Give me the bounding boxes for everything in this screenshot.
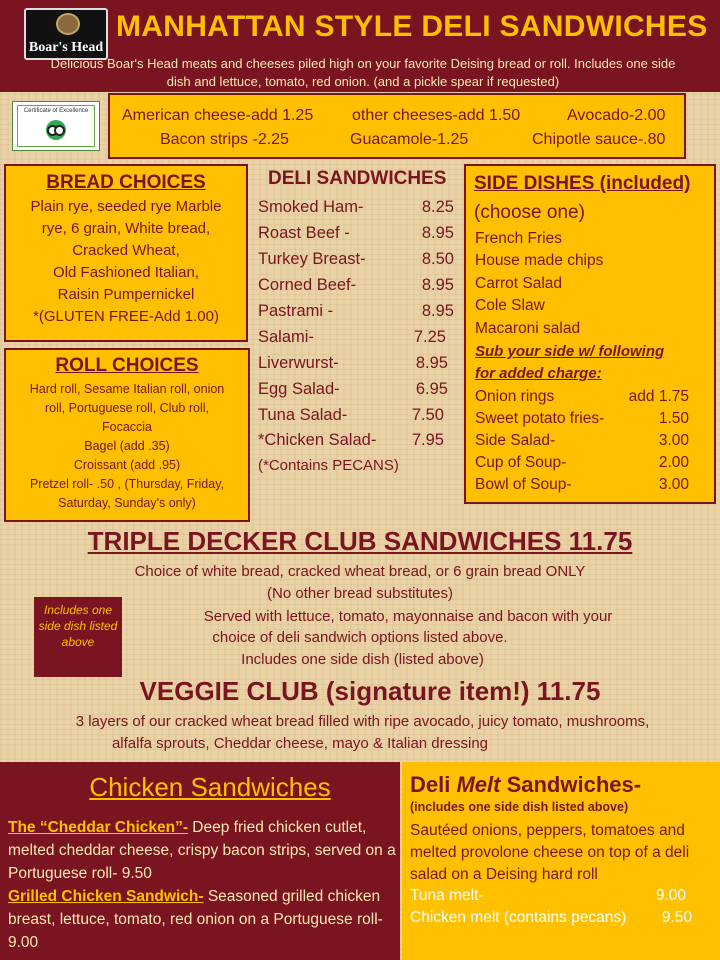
- chicken-item-desc: Deep fried chicken cutlet, melted cheddar cheese, crispy bacon strips, served on a Portuguese roll- 9.50: [8, 819, 396, 882]
- deli-item: [258, 380, 456, 399]
- melt-heading-part: Deli: [410, 772, 457, 797]
- chicken-item-name: The “Cheddar Chicken”-: [8, 819, 188, 836]
- melt-description: Sautéed onions, peppers, tomatoes and melted provolone cheese on top of a deli salad on a Deising hard roll: [410, 822, 690, 883]
- chicken-sandwiches-panel: [0, 762, 400, 960]
- side-choose-note: (choose one): [474, 202, 585, 223]
- page-title: MANHATTAN STYLE DELI SANDWICHES: [116, 10, 708, 43]
- triple-decker-text: (No other bread substitutes): [267, 585, 453, 602]
- side-item: Macaroni salad: [475, 320, 581, 337]
- roll-line: Focaccia: [101, 420, 153, 434]
- deli-sandwiches-section: [256, 165, 460, 485]
- bread-line: Old Fashioned Italian,: [53, 264, 199, 281]
- header-description-line: dish and lettuce, tomato, red onion. (and a pickle spear if requested): [166, 74, 560, 89]
- deli-item-name: Smoked Ham-: [258, 198, 364, 216]
- triple-decker-title: TRIPLE DECKER CLUB SANDWICHES 11.75: [87, 526, 633, 556]
- side-item: Carrot Salad: [475, 275, 563, 292]
- roll-line: roll, Portuguese roll, Club roll,: [45, 401, 209, 415]
- deli-item: [258, 198, 456, 217]
- roll-choices-box: [4, 348, 250, 522]
- melt-item-name: Chicken melt (contains pecans): [410, 909, 627, 926]
- melt-sandwiches-panel: [402, 762, 720, 960]
- bread-line: rye, 6 grain, White bread,: [41, 220, 211, 237]
- deli-item-price: 7.95: [411, 431, 444, 449]
- roll-line: Saturday, Sunday's only): [58, 496, 196, 510]
- side-extra-price: 2.00: [658, 454, 689, 471]
- deli-item: [258, 406, 456, 425]
- deli-item-price: 8.95: [421, 224, 454, 242]
- roll-line: Croissant (add .95): [73, 458, 181, 472]
- deli-item: [258, 250, 456, 269]
- header-banner: [0, 0, 720, 92]
- chicken-item: [8, 816, 398, 885]
- melt-heading-part: Melt: [456, 772, 501, 797]
- addons-box: [108, 93, 686, 159]
- side-extra-price: 3.00: [658, 476, 689, 493]
- deli-item: [258, 431, 456, 450]
- bread-line: *(GLUTEN FREE-Add 1.00): [33, 308, 219, 325]
- bread-line: Cracked Wheat,: [72, 242, 180, 259]
- deli-item-name: Roast Beef -: [258, 224, 350, 242]
- side-extra-name: Side Salad-: [475, 432, 556, 449]
- deli-item-price: 6.95: [415, 380, 448, 398]
- side-item: House made chips: [475, 252, 604, 269]
- roll-heading: ROLL CHOICES: [55, 355, 199, 376]
- side-extra: [475, 454, 705, 472]
- deli-item: [258, 328, 456, 347]
- logo-text: Boar's Head: [28, 40, 104, 55]
- roll-line: Hard roll, Sesame Italian roll, onion: [29, 382, 225, 396]
- bread-heading: BREAD CHOICES: [46, 172, 206, 193]
- side-extra: [475, 432, 705, 450]
- veggie-club-text: alfalfa sprouts, Cheddar cheese, mayo & Italian dressing: [111, 735, 489, 752]
- roll-line: Pretzel roll- .50 , (Thursday, Friday,: [29, 477, 225, 491]
- addon-item: American cheese-add 1.25: [122, 107, 314, 124]
- triple-decker-text: Served with lettuce, tomato, mayonnaise and bacon with your: [203, 608, 613, 625]
- deli-item-name: Liverwurst-: [258, 354, 339, 372]
- melt-heading: [410, 772, 641, 798]
- side-item: Cole Slaw: [475, 297, 545, 314]
- addon-item: Guacamole-1.25: [350, 131, 469, 148]
- boars-head-logo: [24, 8, 108, 60]
- side-sub-note: Sub your side w/ following: [475, 343, 665, 360]
- side-extra-name: Onion rings: [475, 388, 555, 405]
- deli-pecans-note: (*Contains PECANS): [258, 457, 399, 474]
- addon-item: Chipotle sauce-.80: [532, 131, 666, 148]
- owl-icon: [46, 120, 66, 140]
- deli-item-name: Tuna Salad-: [258, 406, 348, 424]
- side-extra-price: 1.50: [658, 410, 689, 427]
- deli-item-price: 8.95: [415, 354, 448, 372]
- deli-item-price: 7.25: [413, 328, 446, 346]
- side-extra-price: 3.00: [658, 432, 689, 449]
- triple-decker-text: Choice of white bread, cracked wheat bread, or 6 grain bread ONLY: [134, 563, 586, 580]
- triple-decker-text: Includes one side dish (listed above): [241, 651, 484, 668]
- side-extra-name: Cup of Soup-: [475, 454, 567, 471]
- certificate-title: Certificate of Excellence: [23, 108, 89, 114]
- deli-item: [258, 224, 456, 243]
- chicken-item-desc: Seasoned grilled chicken breast, lettuce, tomato, red onion on a Portuguese roll- 9.00: [8, 888, 383, 951]
- deli-item-name: Turkey Breast-: [258, 250, 366, 268]
- deli-item-name: Corned Beef-: [258, 276, 357, 294]
- bread-line: Plain rye, seeded rye Marble: [30, 198, 222, 215]
- chicken-item: [8, 885, 398, 954]
- deli-item-name: *Chicken Salad-: [258, 431, 377, 449]
- deli-item-price: 7.50: [411, 406, 444, 424]
- veggie-club-text: 3 layers of our cracked wheat bread filled with ripe avocado, juicy tomato, mushrooms,: [75, 713, 650, 730]
- side-item: French Fries: [475, 230, 562, 247]
- header-description: [8, 55, 718, 91]
- chicken-item-name: Grilled Chicken Sandwich-: [8, 888, 204, 905]
- addon-item: Avocado-2.00: [567, 107, 666, 124]
- side-extra: [475, 388, 705, 406]
- melt-item-name: Tuna melt-: [410, 887, 484, 904]
- deli-item-name: Egg Salad-: [258, 380, 340, 398]
- side-heading: SIDE DISHES (included): [474, 173, 691, 194]
- melt-item: [410, 887, 692, 905]
- addon-item: Bacon strips -2.25: [160, 131, 289, 148]
- side-extra-name: Sweet potato fries-: [475, 410, 605, 427]
- side-extra-name: Bowl of Soup-: [475, 476, 572, 493]
- melt-subtitle: (includes one side dish listed above): [410, 800, 629, 814]
- deli-item-price: 8.25: [421, 198, 454, 216]
- side-extra: [475, 410, 705, 428]
- melt-heading-part: Sandwiches-: [500, 772, 642, 797]
- side-sub-note: for added charge:: [475, 365, 602, 382]
- header-description-line: Delicious Boar's Head meats and cheeses piled high on your favorite Deising bread or roll. Includes one side: [50, 56, 676, 71]
- side-dish-note-box: Includes one side dish listed above: [34, 597, 122, 677]
- deli-item: [258, 354, 456, 373]
- roll-line: Bagel (add .35): [84, 439, 170, 453]
- side-extra-price: add 1.75: [628, 388, 689, 405]
- addon-item: other cheeses-add 1.50: [352, 107, 521, 124]
- certificate-frame: [17, 105, 95, 147]
- melt-item-price: 9.50: [661, 909, 692, 926]
- boar-head-icon: [56, 13, 80, 35]
- chicken-heading: Chicken Sandwiches: [89, 772, 331, 802]
- deli-item-name: Pastrami -: [258, 302, 334, 320]
- deli-item-name: Salami-: [258, 328, 314, 346]
- deli-item-price: 8.50: [421, 250, 454, 268]
- bread-choices-box: [4, 164, 248, 342]
- deli-item-price: 8.95: [421, 276, 454, 294]
- side-dishes-box: [464, 164, 716, 504]
- deli-heading: DELI SANDWICHES: [268, 168, 447, 189]
- melt-item: [410, 909, 692, 927]
- side-extra: [475, 476, 705, 494]
- triple-decker-text: choice of deli sandwich options listed above.: [212, 629, 508, 646]
- veggie-club-title: VEGGIE CLUB (signature item!) 11.75: [139, 676, 601, 706]
- deli-item: [258, 276, 456, 295]
- roll-list: [6, 380, 248, 513]
- deli-item: [258, 302, 456, 321]
- bread-line: Raisin Pumpernickel: [57, 286, 195, 303]
- deli-item-price: 8.95: [421, 302, 454, 320]
- certificate-badge: [12, 101, 100, 151]
- melt-item-price: 9.00: [655, 887, 686, 904]
- bread-list: [6, 196, 246, 328]
